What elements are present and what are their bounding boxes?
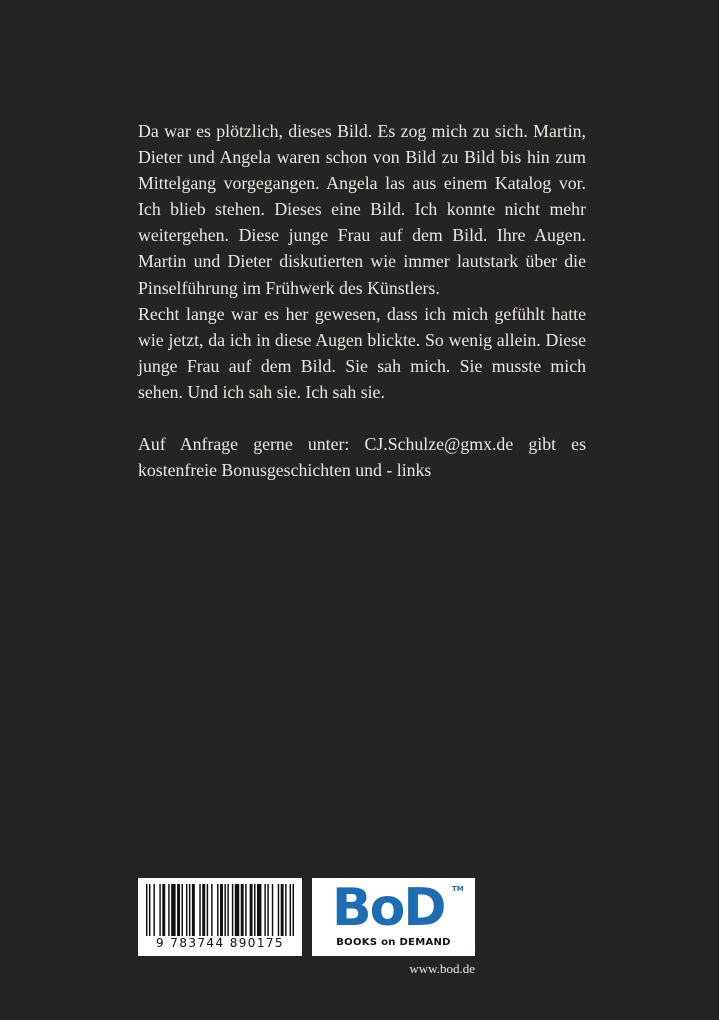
barcode-bar — [227, 884, 228, 936]
barcode-bar — [168, 884, 169, 936]
barcode-bar — [293, 884, 294, 936]
barcode-bar — [264, 884, 265, 936]
barcode-bar — [211, 884, 212, 936]
barcode-bar — [186, 884, 187, 936]
barcode-bar — [241, 884, 244, 936]
barcode-bar — [278, 884, 279, 936]
barcode-bar — [162, 884, 165, 936]
barcode-bar — [153, 884, 154, 936]
blurb-text — [138, 118, 586, 483]
contact-paragraph: Auf Anfrage gerne unter: CJ.Schulze@gmx.de gibt es kostenfreie Bonusgeschichten und - links — [138, 434, 586, 481]
blurb-paragraph-1: Da war es plötzlich, dieses Bild. Es zog mich zu sich. Martin, Dieter und Angela waren schon von Bild zu Bild bis hin zum Mittelgang vorgegangen. Angela las aus einem Katalog vor. Ich blieb stehen. Dieses eine Bild. Ich konnte nicht mehr weitergehen. Diese junge Frau auf dem Bild. Ihre Augen. Martin und Dieter diskutierten wie immer lautstark über die Pinselführung im Frühwerk des Künstlers. — [138, 121, 586, 298]
bod-logo-mark: BoD — [332, 878, 445, 938]
barcode-bar — [232, 884, 233, 936]
barcode-bar — [220, 884, 223, 936]
barcode-bar — [285, 884, 286, 936]
barcode-bar — [257, 884, 261, 936]
barcode-bar — [290, 884, 291, 936]
publisher-tagline: BOOKS on DEMAND — [336, 937, 451, 948]
barcode-bar — [235, 884, 239, 936]
barcode-bar — [245, 884, 246, 936]
barcode-bar — [281, 884, 284, 936]
barcode-bar — [171, 884, 175, 936]
barcode-bar — [159, 884, 160, 936]
barcode-bar — [177, 884, 180, 936]
barcode-bar — [254, 884, 255, 936]
barcode-bar — [267, 884, 268, 936]
barcode-bar — [146, 884, 147, 936]
barcode-bar — [217, 884, 218, 936]
isbn-digits: 9 783744 890175 — [156, 936, 284, 950]
barcode-bar — [149, 884, 150, 936]
barcode-bar — [250, 884, 253, 936]
barcode-bars — [146, 884, 294, 936]
barcode-bar — [202, 884, 205, 936]
barcode-bar — [192, 884, 195, 936]
barcode-bar — [224, 884, 225, 936]
barcode-bar — [199, 884, 200, 936]
blurb-paragraph-2: Recht lange war es her gewesen, dass ich mich gefühlt hatte wie jetzt, da ich in diese Augen blickte. So wenig allein. Diese junge Frau auf dem Bild. Sie sah mich. Sie musste mich sehen. Und ich sah sie. Ich sah sie. — [138, 303, 586, 402]
barcode-bar — [207, 884, 208, 936]
barcode-bar — [272, 884, 273, 936]
barcode-bar — [182, 884, 183, 936]
trademark-symbol: TM — [452, 885, 464, 893]
publisher-logo — [312, 878, 475, 956]
barcode-bar — [189, 884, 190, 936]
publisher-website: www.bod.de — [409, 961, 475, 976]
isbn-barcode — [138, 878, 302, 956]
